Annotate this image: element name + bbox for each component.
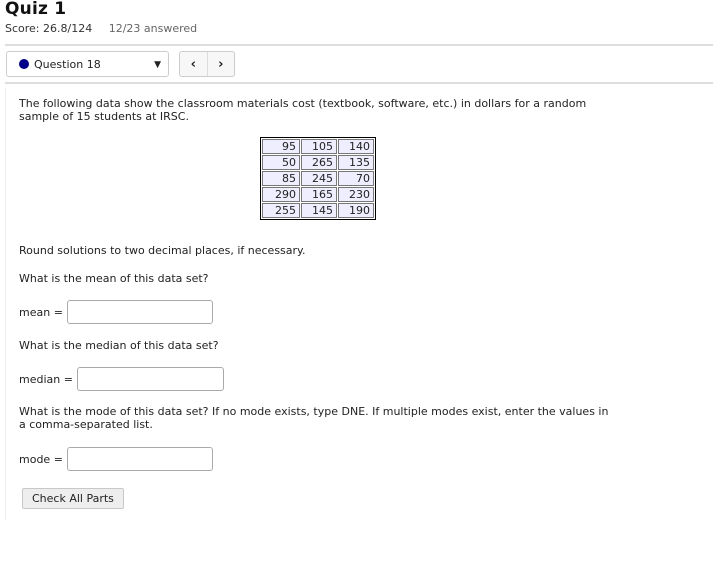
- table-cell: 290: [262, 187, 300, 202]
- table-cell: 50: [262, 155, 300, 170]
- table-cell: 85: [262, 171, 300, 186]
- rounding-instruction: Round solutions to two decimal places, if necessary.: [19, 244, 306, 257]
- table-cell: 140: [338, 139, 374, 154]
- score-label: Score: 26.8/124: [5, 22, 93, 35]
- quiz-title: Quiz 1: [5, 0, 67, 19]
- median-prompt: What is the median of this data set?: [19, 339, 219, 352]
- table-row: [262, 203, 374, 218]
- next-question-button[interactable]: [208, 52, 235, 76]
- table-cell: 255: [262, 203, 300, 218]
- check-all-parts-button[interactable]: Check All Parts: [22, 488, 124, 509]
- table-cell: 245: [301, 171, 337, 186]
- question-content: [5, 88, 706, 520]
- table-cell: 70: [338, 171, 374, 186]
- table-cell: 135: [338, 155, 374, 170]
- median-label: median =: [19, 372, 73, 386]
- question-intro: The following data show the classroom materials cost (textbook, software, etc.) in dollars for a random sample of 15 students at IRSC.: [19, 97, 587, 123]
- mode-prompt: What is the mode of this data set? If no mode exists, type DNE. If multiple modes exist, enter the values in a comma-separated list.: [19, 405, 609, 431]
- nav-divider: [5, 82, 713, 84]
- caret-down-icon: ▼: [154, 60, 161, 70]
- table-cell: 95: [262, 139, 300, 154]
- table-row: [262, 187, 374, 202]
- mean-answer-row: [19, 300, 213, 324]
- median-input[interactable]: [77, 367, 224, 391]
- question-select-dropdown[interactable]: [6, 51, 169, 77]
- table-cell: 165: [301, 187, 337, 202]
- table-cell: 105: [301, 139, 337, 154]
- table-cell: 145: [301, 203, 337, 218]
- chevron-left-icon: ‹: [190, 56, 196, 72]
- mode-input[interactable]: [67, 447, 213, 471]
- score-line: [5, 22, 197, 35]
- table-cell: 230: [338, 187, 374, 202]
- median-answer-row: [19, 367, 224, 391]
- mode-label: mode =: [19, 452, 63, 466]
- table-cell: 190: [338, 203, 374, 218]
- mean-prompt: What is the mean of this data set?: [19, 272, 209, 285]
- table-row: [262, 139, 374, 154]
- selected-question-label: Question 18: [34, 57, 101, 71]
- table-row: [262, 171, 374, 186]
- table-row: [262, 155, 374, 170]
- data-table: [260, 137, 376, 220]
- table-cell: 265: [301, 155, 337, 170]
- question-status-dot-icon: [19, 59, 29, 69]
- mode-answer-row: [19, 447, 213, 471]
- mean-input[interactable]: [67, 300, 213, 324]
- previous-question-button[interactable]: [180, 52, 208, 76]
- answered-count: 12/23 answered: [108, 22, 198, 35]
- question-nav-buttons: [179, 51, 235, 77]
- header-divider: [5, 44, 713, 46]
- mean-label: mean =: [19, 305, 63, 319]
- chevron-right-icon: ›: [218, 56, 224, 72]
